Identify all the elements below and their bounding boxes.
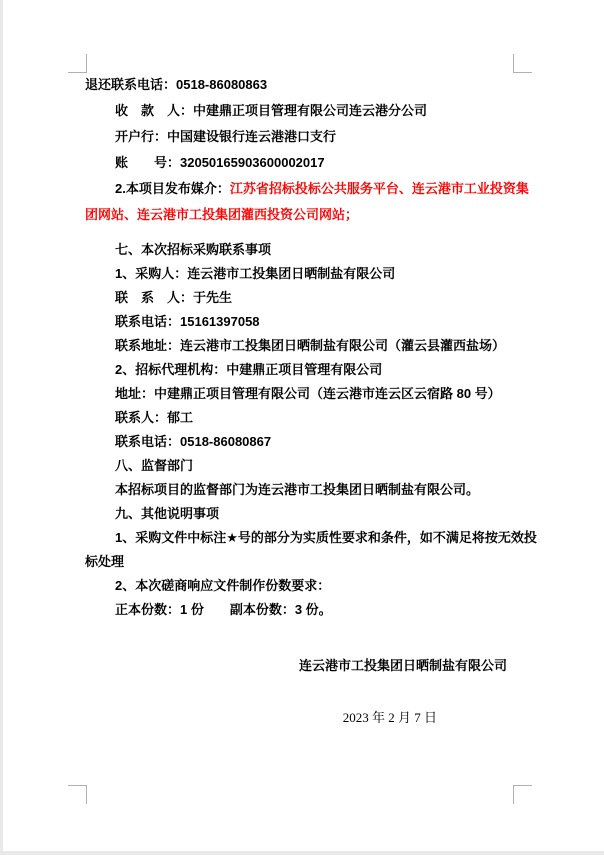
agency-line bbox=[85, 358, 513, 382]
blank-line bbox=[85, 228, 513, 238]
publish-media-label: 2.本项目发布媒介： bbox=[115, 181, 230, 196]
blank-lines bbox=[85, 622, 513, 654]
text-boundary-mark-top-left bbox=[68, 54, 87, 73]
date-line bbox=[85, 706, 513, 730]
supervision-line bbox=[85, 478, 513, 502]
publish-media-line bbox=[85, 176, 529, 202]
page-edge-bottom bbox=[0, 851, 604, 855]
signature-company-text: 连云港市工投集团日晒制盐有限公司 bbox=[298, 658, 507, 673]
date-text: 2023 年 2 月 7 日 bbox=[342, 710, 437, 725]
text-boundary-mark-bottom-right bbox=[513, 785, 532, 804]
payee-line bbox=[85, 98, 513, 124]
agency-address-text: 地址：中建鼎正项目管理有限公司（连云港市连云区云宿路 80 号） bbox=[115, 386, 501, 401]
contact-address-text: 联系地址：连云港市工投集团日晒制盐有限公司（灌云县灌西盐场） bbox=[115, 338, 506, 353]
agency-contact-line bbox=[85, 406, 513, 430]
text-boundary-mark-top-right bbox=[513, 54, 532, 73]
copies-line bbox=[85, 598, 513, 622]
note-1-line bbox=[85, 526, 537, 550]
supervision-text: 本招标项目的监督部门为连云港市工投集团日晒制盐有限公司。 bbox=[115, 482, 480, 497]
contact-and-notes-section bbox=[85, 238, 537, 622]
payment-refund-section bbox=[85, 72, 529, 228]
agency-address-line bbox=[85, 382, 513, 406]
document-body bbox=[85, 72, 537, 730]
section-7-heading-text: 七、本次招标采购联系事项 bbox=[115, 242, 272, 257]
contact-address-line bbox=[85, 334, 513, 358]
publish-media-red-text-2: 团网站、连云港市工投集团灌西投资公司网站； bbox=[85, 207, 359, 222]
copies-text: 正本份数：1 份 副本份数：3 份。 bbox=[115, 602, 332, 617]
refund-phone-text: 退还联系电话：0518-86080863 bbox=[85, 77, 268, 92]
section-7-heading bbox=[85, 238, 513, 262]
account-number-line bbox=[85, 150, 513, 176]
note-1-continuation-text: 标处理 bbox=[85, 554, 125, 569]
agency-text: 2、招标代理机构：中建鼎正项目管理有限公司 bbox=[115, 362, 383, 377]
note-1-text: 1、采购文件中标注★号的部分为实质性要求和条件，如不满足将按无效投 bbox=[115, 530, 537, 545]
section-9-heading bbox=[85, 502, 513, 526]
publish-media-continuation-line bbox=[85, 202, 513, 228]
section-8-heading-text: 八、监督部门 bbox=[115, 458, 194, 473]
contact-person-line bbox=[85, 286, 513, 310]
note-2-text: 2、本次磋商响应文件制作份数要求： bbox=[115, 578, 331, 593]
bank-text: 开户行：中国建设银行连云港港口支行 bbox=[115, 129, 337, 144]
purchaser-line bbox=[85, 262, 513, 286]
contact-phone-text: 联系电话：15161397058 bbox=[115, 314, 260, 329]
signature-company-line bbox=[85, 654, 513, 678]
section-9-heading-text: 九、其他说明事项 bbox=[115, 506, 220, 521]
account-number-text: 账 号：32050165903600002017 bbox=[115, 155, 325, 170]
note-1-continuation-line bbox=[85, 550, 513, 574]
purchaser-text: 1、采购人：连云港市工投集团日晒制盐有限公司 bbox=[115, 266, 396, 281]
contact-phone-line bbox=[85, 310, 513, 334]
page-edge-left bbox=[0, 0, 3, 855]
refund-phone-line bbox=[85, 72, 513, 98]
agency-phone-line bbox=[85, 430, 513, 454]
contact-person-text: 联 系 人：于先生 bbox=[115, 290, 233, 305]
payee-text: 收 款 人：中建鼎正项目管理有限公司连云港分公司 bbox=[115, 103, 428, 118]
publish-media-red-text: 江苏省招标投标公共服务平台、连云港市工业投资集 bbox=[229, 181, 529, 196]
bank-line bbox=[85, 124, 513, 150]
note-2-line bbox=[85, 574, 513, 598]
agency-contact-text: 联系人：郁工 bbox=[115, 410, 194, 425]
blank-lines bbox=[85, 678, 513, 706]
section-8-heading bbox=[85, 454, 513, 478]
agency-phone-text: 联系电话：0518-86080867 bbox=[115, 434, 272, 449]
text-boundary-mark-bottom-left bbox=[68, 785, 87, 804]
